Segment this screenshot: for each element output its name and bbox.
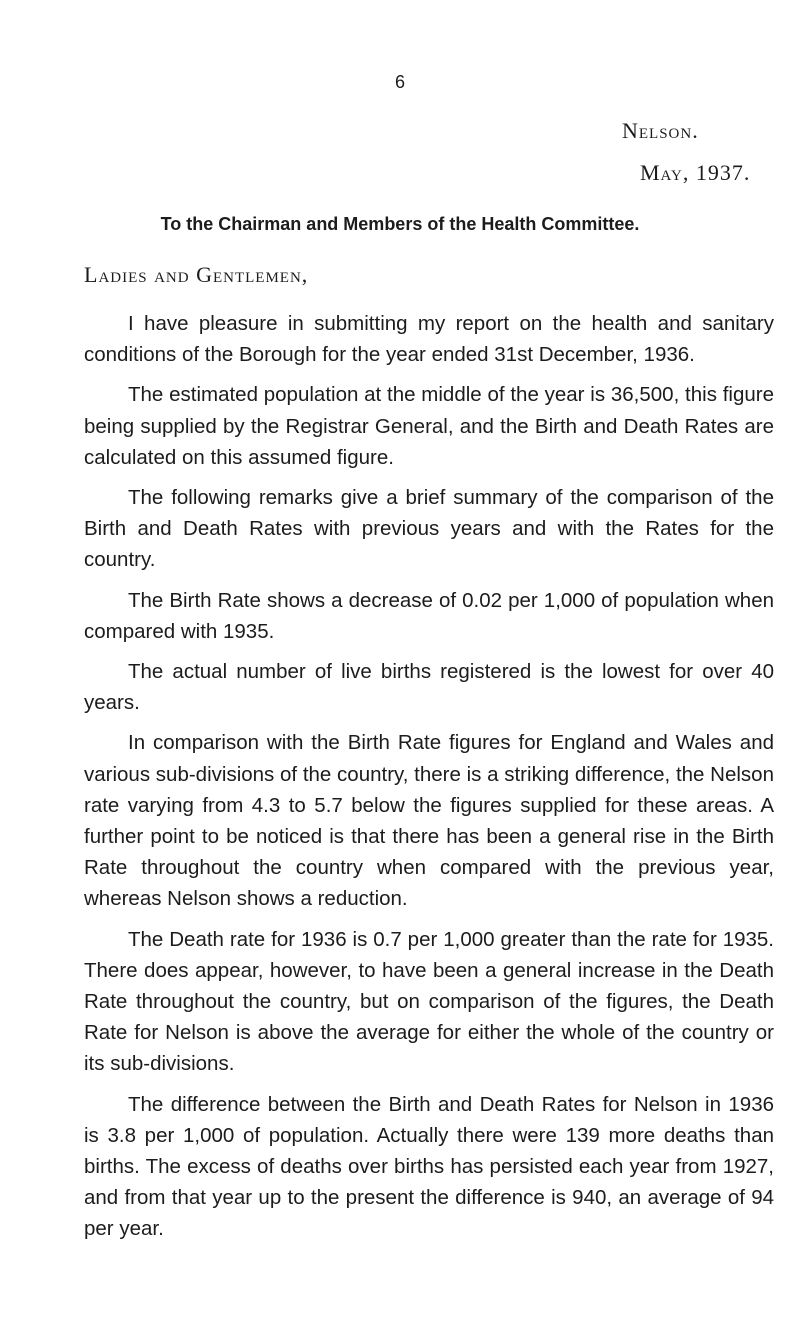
salutation: Ladies and Gentlemen, [84, 262, 309, 287]
paragraph-death-rate: The Death rate for 1936 is 0.7 per 1,000 greater than the rate for 1935. There does appear, however, to have been a general increase in the Death Rate throughout the country, but on comparison of the figures, the Death Rate for Nelson is above the average for either the whole of the country or its sub-divisions. [84, 927, 774, 1076]
paragraph-birth-comparison: In comparison with the Birth Rate figures for England and Wales and various sub-divisions of the country, there is a striking difference, the Nelson rate varying from 4.3 to 5.7 below the figures supplied for these areas. A further point to be noticed is that there has been a general rise in the Birth Rate throughout the country when compared with the previous year, whereas Nelson shows a reduction. [84, 731, 774, 911]
page-number: 6 [394, 72, 405, 92]
place-heading: Nelson. [622, 118, 699, 143]
report-body [84, 308, 774, 1254]
paragraph-population: The estimated population at the middle of the year is 36,500, this figure being supplied by the Registrar General, and the Birth and Death Rates are calculated on this assumed figure. [84, 383, 774, 469]
addressee-line: To the Chairman and Members of the Health Committee. [160, 214, 640, 234]
paragraph-birth-rate: The Birth Rate shows a decrease of 0.02 per 1,000 of population when compared with 1935. [84, 588, 774, 643]
paragraph-introduction: I have pleasure in submitting my report on the health and sanitary conditions of the Borough for the year ended 31st December, 1936. [84, 312, 774, 367]
report-date: May, 1937. [640, 160, 751, 185]
paragraph-summary-intro: The following remarks give a brief summary of the comparison of the Birth and Death Rates with previous years and with the Rates for the country. [84, 486, 774, 572]
paragraph-live-births: The actual number of live births registered is the lowest for over 40 years. [84, 660, 774, 715]
paragraph-birth-death-difference: The difference between the Birth and Death Rates for Nelson in 1936 is 3.8 per 1,000 of population. Actually there were 139 more deaths than births. The excess of deaths over births has persisted each year from 1927, and from that year up to the present the difference is 940, an average of 94 per year. [84, 1092, 774, 1241]
